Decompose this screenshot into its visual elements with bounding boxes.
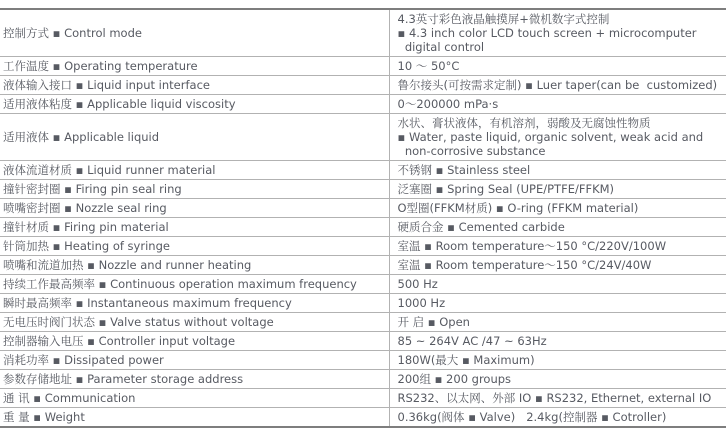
spec-value — [389, 313, 726, 332]
spec-value — [389, 237, 726, 256]
spec-value-line: non-corrosive substance — [397, 144, 546, 158]
spec-label: 通 讯 ▪ Communication — [0, 389, 389, 408]
spec-label: 持续工作最高频率 ▪ Continuous operation maximum frequency — [0, 275, 389, 294]
spec-value — [389, 275, 726, 294]
spec-label: 重 量 ▪ Weight — [0, 408, 389, 428]
table-row — [0, 332, 726, 351]
spec-value-line: 泛塞圈 ▪ Spring Seal (UPE/PTFE/FFKM) — [397, 182, 615, 196]
table-row — [0, 275, 726, 294]
spec-value — [389, 294, 726, 313]
spec-value — [389, 332, 726, 351]
spec-label: 控制方式 ▪ Control mode — [3, 26, 142, 40]
spec-value-line: 硬质合金 ▪ Cemented carbide — [397, 220, 565, 234]
table-row — [0, 199, 726, 218]
spec-label: 工作温度 ▪ Operating temperature — [0, 57, 389, 76]
spec-value-line: digital control — [397, 40, 485, 54]
spec-value — [389, 370, 726, 389]
spec-value-line: 180W(最大 ▪ Maximum) — [397, 353, 535, 367]
spec-label: 液体流道材质 ▪ Liquid runner material — [0, 161, 389, 180]
spec-label: 喷嘴和流道加热 ▪ Nozzle and runner heating — [0, 256, 389, 275]
table-row — [0, 57, 726, 76]
table-row — [0, 408, 726, 428]
spec-value-line: ▪ 4.3 inch color LCD touch screen + microcomputer — [397, 26, 697, 40]
spec-value-line: 0～200000 mPa·s — [397, 97, 499, 111]
spec-value — [389, 76, 726, 95]
spec-value-line: RS232、以太网、外部 IO ▪ RS232, Ethernet, external IO — [397, 391, 712, 405]
spec-value-line: 1000 Hz — [397, 296, 446, 310]
spec-label: 针筒加热 ▪ Heating of syringe — [0, 237, 389, 256]
table-row — [0, 76, 726, 95]
spec-value-line: ▪ Water, paste liquid, organic solvent, weak acid and — [397, 130, 704, 144]
table-row — [0, 95, 726, 114]
spec-value — [389, 9, 726, 57]
spec-value — [389, 57, 726, 76]
table-row — [0, 389, 726, 408]
spec-value-line: 200组 ▪ 200 groups — [397, 372, 512, 386]
spec-value — [389, 389, 726, 408]
spec-value-line: 不锈钢 ▪ Stainless steel — [397, 163, 531, 177]
spec-value-line: 室温 ▪ Room temperature～150 °C/24V/40W — [397, 258, 652, 272]
spec-label: 撞针密封圈 ▪ Firing pin seal ring — [0, 180, 389, 199]
spec-value — [389, 114, 726, 161]
spec-value — [389, 256, 726, 275]
spec-value — [389, 218, 726, 237]
spec-label: 无电压时阀门状态 ▪ Valve status without voltage — [0, 313, 389, 332]
spec-label: 适用液体粘度 ▪ Applicable liquid viscosity — [0, 95, 389, 114]
table-row — [0, 351, 726, 370]
table-row — [0, 237, 726, 256]
spec-label: 控制器输入电压 ▪ Controller input voltage — [0, 332, 389, 351]
spec-table-body — [0, 9, 726, 427]
spec-value-line: 4.3英寸彩色液晶触摸屏+微机数字式控制 — [397, 12, 610, 26]
table-row — [0, 370, 726, 389]
spec-value-line: 0.36kg(阀体 ▪ Valve) 2.4kg(控制器 ▪ Cotroller) — [397, 410, 667, 424]
spec-value — [389, 180, 726, 199]
spec-label: 适用液体 ▪ Applicable liquid — [0, 114, 389, 161]
table-row — [0, 256, 726, 275]
spec-value-line: 水状、膏状液体，有机溶剂，弱酸及无腐蚀性物质 — [397, 116, 651, 130]
table-row — [0, 114, 726, 161]
spec-table — [0, 8, 726, 428]
spec-label: 瞬时最高频率 ▪ Instantaneous maximum frequency — [0, 294, 389, 313]
spec-value — [389, 199, 726, 218]
table-row — [0, 313, 726, 332]
spec-value — [389, 408, 726, 428]
spec-value-line: O型圈(FFKM材质) ▪ O-ring (FFKM material) — [397, 201, 639, 215]
spec-value-line: 500 Hz — [397, 277, 438, 291]
spec-value-line: 室温 ▪ Room temperature～150 °C/220V/100W — [397, 239, 667, 253]
spec-value — [389, 351, 726, 370]
table-row — [0, 294, 726, 313]
spec-label: 喷嘴密封圈 ▪ Nozzle seal ring — [0, 199, 389, 218]
spec-label: 液体输入接口 ▪ Liquid input interface — [0, 76, 389, 95]
spec-value — [389, 161, 726, 180]
spec-label: 消耗功率 ▪ Dissipated power — [0, 351, 389, 370]
spec-value-line: 10 ～ 50°C — [397, 59, 460, 73]
table-row — [0, 180, 726, 199]
spec-value — [389, 95, 726, 114]
spec-label: 撞针材质 ▪ Firing pin material — [0, 218, 389, 237]
spec-value-line: 85 ~ 264V AC /47 ~ 63Hz — [397, 334, 547, 348]
table-row — [0, 218, 726, 237]
spec-label: 参数存储地址 ▪ Parameter storage address — [0, 370, 389, 389]
spec-value-line: 开 启 ▪ Open — [397, 315, 470, 329]
table-row — [0, 9, 726, 57]
table-row — [0, 161, 726, 180]
spec-value-line: 鲁尔接头(可按需求定制) ▪ Luer taper(can be customized) — [397, 78, 718, 92]
